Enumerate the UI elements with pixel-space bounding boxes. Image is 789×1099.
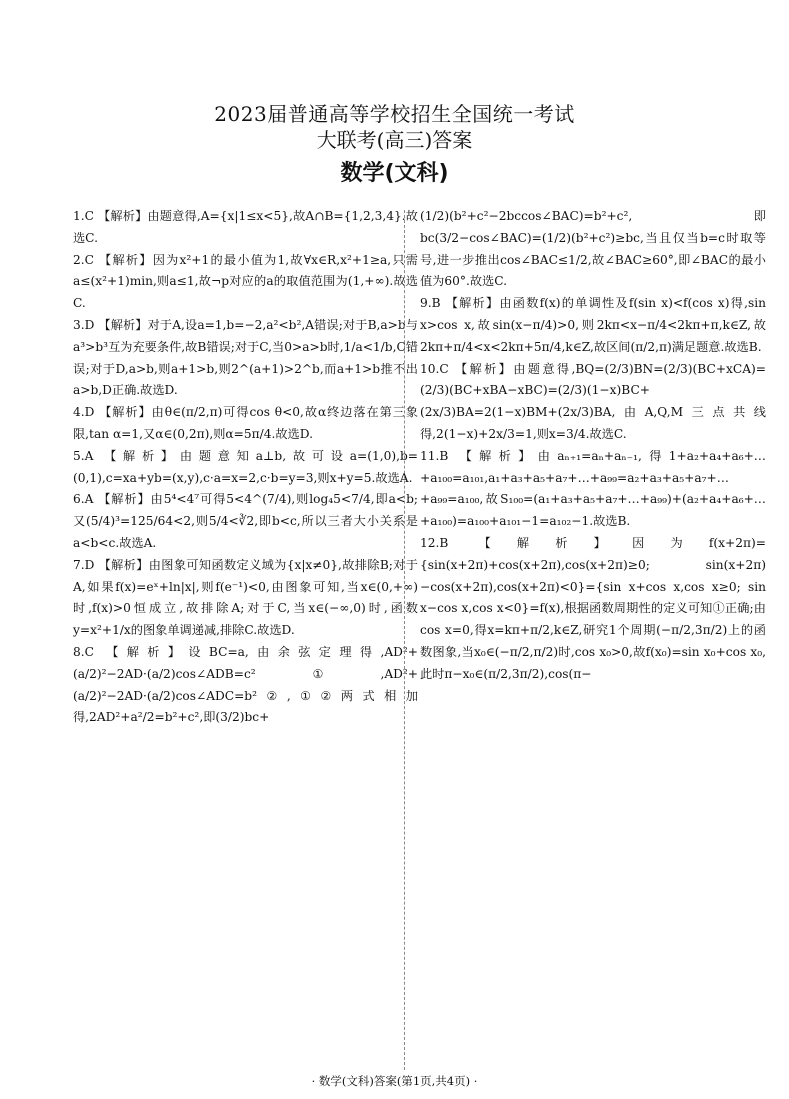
answer-item-4: 4.D 【解析】由θ∈(π/2,π)可得cos θ<0,故α终边落在第三象限,tan α=1,又α∈(0,2π),则α=5π/4.故选D. [73, 405, 418, 441]
answer-item-7: 7.D 【解析】由图象可知函数定义域为{x|x≠0},故排除B;对于A,如果f(x)=eˣ+ln|x|,则f(e⁻¹)<0,由图象可知,当x∈(0,+∞)时,f(x)>0恒成立,故排除A;对于C,当x∈(−∞,0)时,函数y=x²+1/x的图象单调递减,排除C.故选D. [73, 557, 418, 638]
answer-item-5: 5.A 【解析】由题意知a⊥b,故可设a=(1,0),b=(0,1),c=xa+yb=(x,y),c·a=x=2,c·b=y=3,则x+y=5.故选A. [73, 448, 418, 485]
answer-item-3: 3.D 【解析】对于A,设a=1,b=−2,a²<b²,A错误;对于B,a>b与a³>b³互为充要条件,故B错误;对于C,当0>a>b时,1/a<1/b,C错误;对于D,a>b,则a+1>b,则2^(a+1)>2^b,而a+1>b推不出a>b,D正确.故选D. [73, 317, 418, 398]
exam-subtitle: 大联考(高三)答案 [316, 128, 473, 152]
answer-item-1: 1.C 【解析】由题意得,A={x|1≤x<5},故A∩B={1,2,3,4}.故选C. [73, 209, 418, 245]
answer-item-10: 10.C 【解析】由题意得,BQ=(2/3)BN=(2/3)(BC+xCA)=(2/3)(BC+xBA−xBC)=(2/3)(1−x)BC+(2x/3)BA=2(1−x)BM+(2x/3)BA,由A,Q,M三点共线得,2(1−x)+2x/3=1,则x=3/4.故选C. [420, 361, 766, 441]
column-divider [404, 210, 405, 1070]
answer-item-8-continued: (1/2)(b²+c²−2bccos∠BAC)=b²+c²,即bc(3/2−cos∠BAC)=(1/2)(b²+c²)≥bc,当且仅当b=c时取等号,进一步推出cos∠BAC≤1/2,故∠BAC≥60°,即∠BAC的最小值为60°.故选C. [420, 209, 766, 289]
answer-item-11: 11.B 【解析】由aₙ₊₁=aₙ+aₙ₋₁,得1+a₂+a₄+a₆+…+a₁₀₀=a₁₀₁,a₁+a₃+a₅+a₇+…+a₉₉=a₂+a₃+a₅+a₇+…+a₉₉=a₁₀₀,故S₁₀₀=(a₁+a₃+a₅+a₇+…+a₉₉)+(a₂+a₄+a₆+…+a₁₀₀)=a₁₀₀+a₁₀₁−1=a₁₀₂−1.故选B. [420, 448, 766, 529]
answer-item-2: 2.C 【解析】因为x²+1的最小值为1,故∀x∈R,x²+1≥a,只需a≤(x²+1)min,则a≤1,故¬p对应的a的取值范围为(1,+∞).故选C. [73, 252, 418, 311]
right-column [420, 206, 766, 686]
answer-item-6: 6.A 【解析】由5⁴<4⁷可得5<4^(7/4),则log₄5<7/4,即a<b;又(5/4)³=125/64<2,则5/4<∛2,即b<c,所以三者大小关系是a<b<c.故选A. [73, 492, 418, 550]
answer-item-8: 8.C 【解析】设BC=a,由余弦定理得,AD²+(a/2)²−2AD·(a/2)cos∠ADB=c²①,AD²+(a/2)²−2AD·(a/2)cos∠ADC=b²②,①②两式相加得,2AD²+a²/2=b²+c²,即(3/2)bc+ [73, 644, 418, 725]
subject-title: 数学(文科) [340, 161, 449, 186]
exam-title: 2023届普通高等学校招生全国统一考试 [214, 102, 575, 126]
answer-item-12: 12.B 【解析】因为f(x+2π)={sin(x+2π)+cos(x+2π),cos(x+2π)≥0; sin(x+2π)−cos(x+2π),cos(x+2π)<0}={sin x+cos x,cos x≥0; sin x−cos x,cos x<0}=f(x),根据函数周期性的定义可知①正确;由cos x=0,得x=kπ+π/2,k∈Z,研究1个周期(−π/2,3π/2)上的函数图象,当x₀∈(−π/2,π/2)时,cos x₀>0,故f(x₀)=sin x₀+cos x₀,此时π−x₀∈(π/2,3π/2),cos(π− [420, 535, 766, 681]
page-footer: · 数学(文科)答案(第1页,共4页) · [311, 1074, 478, 1088]
left-column [73, 206, 418, 729]
answer-item-9: 9.B 【解析】由函数f(x)的单调性及f(sin x)<f(cos x)得,sin x>cos x,故sin(x−π/4)>0,则2kπ<x−π/4<2kπ+π,k∈Z,故2kπ+π/4<x<2kπ+5π/4,k∈Z,故区间(π/2,π)满足题意.故选B. [420, 296, 766, 354]
